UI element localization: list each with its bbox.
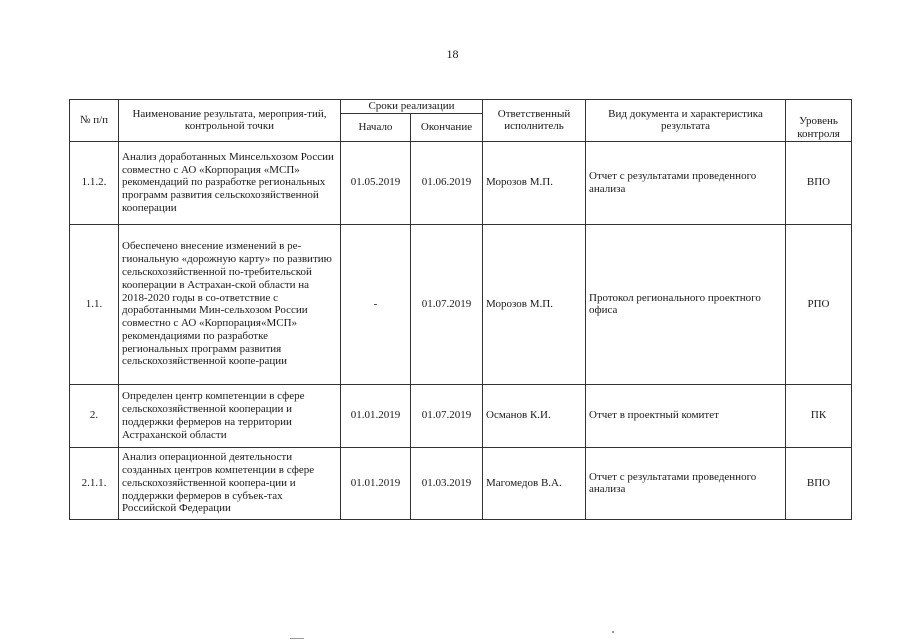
row-document: Протокол регионального проектного офиса [586,224,786,384]
table-header [70,100,852,142]
row-responsible: Османов К.И. [483,384,586,447]
header-terms: Сроки реализации [341,100,483,114]
scan-artifact [290,638,304,639]
row-responsible: Морозов М.П. [483,141,586,224]
implementation-plan-table [69,99,852,520]
header-num: № п/п [70,100,119,142]
row-result-name: Обеспечено внесение изменений в ре-гиональную «дорожную карту» по развитию сельскохозяйственной по-требительской кооперации в Астрахан-ской области на 2018-2020 годы в со-ответствие с доработанными Мин-сельхозом России совместно с АО «Корпорация«МСП» рекомендациями по разработке региональных программ развития сельскохозяйственной коопе-рации [119,224,341,384]
row-end-date: 01.06.2019 [411,141,483,224]
table-row [70,224,852,384]
table-row [70,384,852,447]
row-start-date: 01.01.2019 [341,384,411,447]
row-control-level: ПК [786,384,852,447]
row-document: Отчет в проектный комитет [586,384,786,447]
row-number: 2.1.1. [70,447,119,519]
row-result-name: Анализ операционной деятельности созданных центров компетенции в сфере сельскохозяйственной коопера-ции и поддержки фермеров в субъек-тах Российской Федерации [119,447,341,519]
row-number: 1.1.2. [70,141,119,224]
row-document: Отчет с результатами проведенного анализа [586,141,786,224]
page-number: 18 [446,47,459,61]
row-result-name: Анализ доработанных Минсельхозом России совместно с АО «Корпорация «МСП» рекомендаций по разработке региональных программ развития сельскохозяйственной кооперации [119,141,341,224]
row-end-date: 01.03.2019 [411,447,483,519]
row-responsible: Морозов М.П. [483,224,586,384]
row-start-date: - [341,224,411,384]
row-control-level: ВПО [786,141,852,224]
row-control-level: ВПО [786,447,852,519]
row-end-date: 01.07.2019 [411,384,483,447]
header-document: Вид документа и характеристика результата [586,100,786,142]
header-responsible: Ответственный исполнитель [483,100,586,142]
header-end: Окончание [411,113,483,141]
scan-artifact [612,631,614,633]
row-end-date: 01.07.2019 [411,224,483,384]
row-responsible: Магомедов В.А. [483,447,586,519]
table-row [70,141,852,224]
table-row [70,447,852,519]
row-number: 1.1. [70,224,119,384]
row-start-date: 01.05.2019 [341,141,411,224]
header-name: Наименование результата, мероприя-тий, контрольной точки [119,100,341,142]
row-document: Отчет с результатами проведенного анализа [586,447,786,519]
header-level: Уровень контроля [786,100,852,142]
row-start-date: 01.01.2019 [341,447,411,519]
row-control-level: РПО [786,224,852,384]
row-number: 2. [70,384,119,447]
row-result-name: Определен центр компетенции в сфере сельскохозяйственной кооперации и поддержки фермеров на территории Астраханской области [119,384,341,447]
header-start: Начало [341,113,411,141]
